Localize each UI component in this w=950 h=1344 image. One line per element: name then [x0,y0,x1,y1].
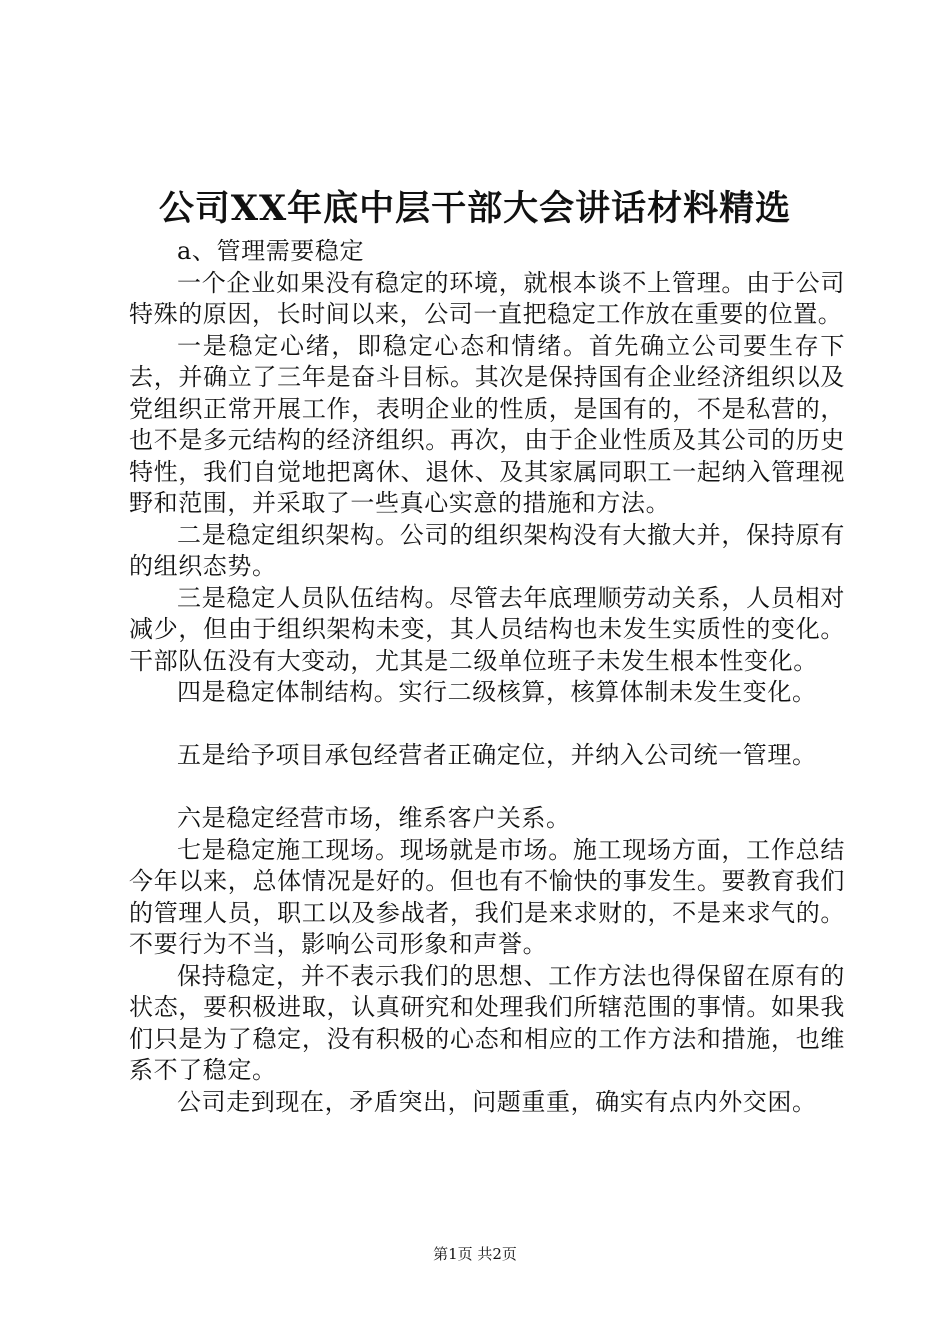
body-paragraph: 七是稳定施工现场。现场就是市场。施工现场方面，工作总结今年以来，总体情况是好的。但也有不愉快的事发生。要教育我们的管理人员，职工以及参战者，我们是来求财的，不是来求气的。不要行为不当，影响公司形象和声誉。 [129,835,845,958]
body-paragraph: 三是稳定人员队伍结构。尽管去年底理顺劳动关系，人员相对减少，但由于组织架构未变，其人员结构也未发生实质性的变化。干部队伍没有大变动，尤其是二级单位班子未发生根本性变化。 [129,583,845,675]
body-paragraph: 一个企业如果没有稳定的环境，就根本谈不上管理。由于公司特殊的原因，长时间以来，公司一直把稳定工作放在重要的位置。 [129,268,845,328]
page-number-footer: 第1页 共2页 [433,1245,517,1263]
body-paragraph: 保持稳定，并不表示我们的思想、工作方法也得保留在原有的状态，要积极进取，认真研究和处理我们所辖范围的事情。如果我们只是为了稳定，没有积极的心态和相应的工作方法和措施，也维系不了稳定。 [129,961,845,1084]
body-paragraph: 公司走到现在，矛盾突出，问题重重，确实有点内外交困。 [177,1087,817,1116]
body-paragraph: 五是给予项目承包经营者正确定位，并纳入公司统一管理。 [177,741,817,769]
body-paragraph: 四是稳定体制结构。实行二级核算，核算体制未发生变化。 [177,678,817,706]
body-paragraph: 二是稳定组织架构。公司的组织架构没有大撤大并，保持原有的组织态势。 [129,520,845,580]
document-body [129,236,845,1118]
body-paragraph: 六是稳定经营市场，维系客户关系。 [177,804,571,832]
section-heading-paragraph: a、管理需要稳定 [177,237,365,265]
document-title: 公司XX年底中层干部大会讲话材料精选 [158,188,792,229]
body-paragraph: 一是稳定心绪，即稳定心态和情绪。首先确立公司要生存下去，并确立了三年是奋斗目标。其次是保持国有企业经济组织以及党组织正常开展工作，表明企业的性质，是国有的，不是私营的，也不是多元结构的经济组织。再次，由于企业性质及其公司的历史特性，我们自觉地把离休、退休、及其家属同职工一起纳入管理视野和范围，并采取了一些真心实意的措施和方法。 [129,331,845,517]
